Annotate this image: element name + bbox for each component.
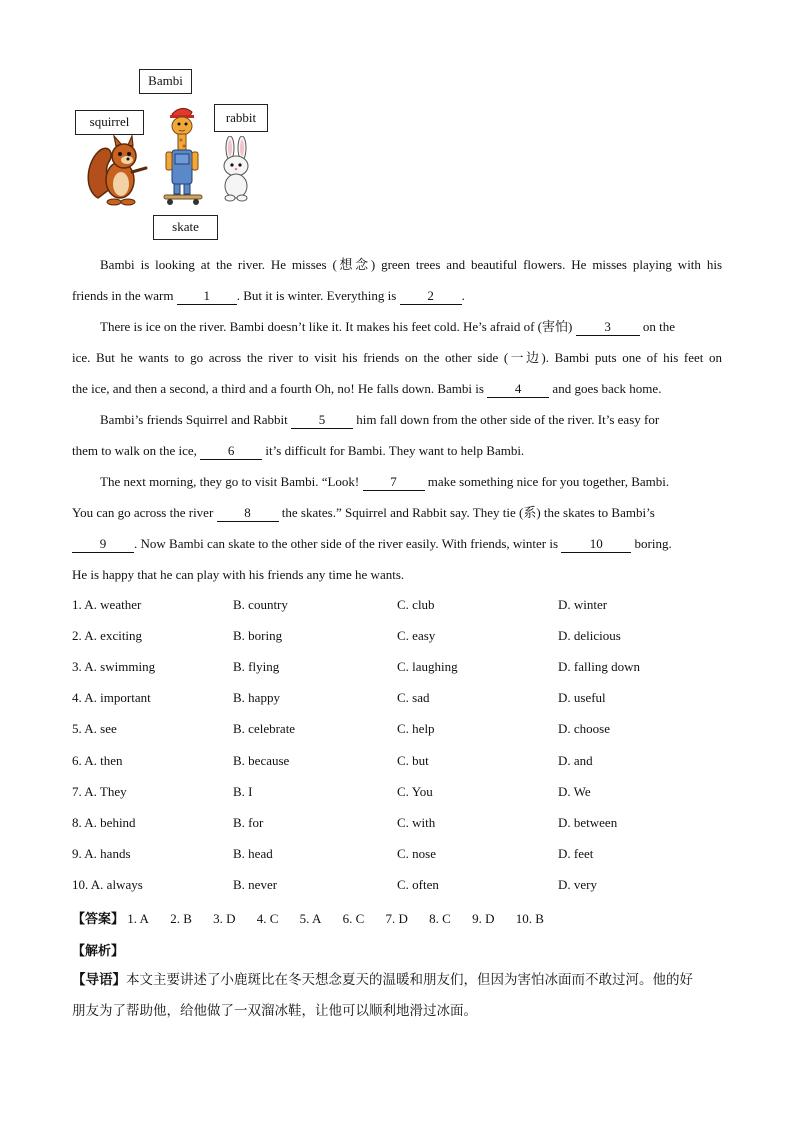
passage-text: the ice, and then a second, a third and a fourth Oh, no! He falls down. Bambi is bbox=[72, 381, 484, 396]
option-c[interactable]: C. club bbox=[397, 597, 435, 612]
passage-paragraph-3 bbox=[72, 404, 722, 466]
passage-text: on the bbox=[642, 319, 675, 334]
option-c[interactable]: C. easy bbox=[397, 628, 436, 643]
option-b[interactable]: B. happy bbox=[233, 690, 280, 705]
option-b[interactable]: B. celebrate bbox=[233, 721, 296, 736]
answer-item: 1. A bbox=[127, 911, 149, 926]
passage-text: them to walk on the ice, bbox=[72, 443, 197, 458]
analysis-intro-line-2 bbox=[72, 996, 732, 1027]
option-a[interactable]: 5. A. see bbox=[72, 721, 117, 736]
question-row-4 bbox=[72, 690, 732, 721]
question-row-2 bbox=[72, 628, 732, 659]
answer-item: 8. C bbox=[429, 911, 451, 926]
passage-text: ice. But he wants to go across the river to visit his friends on the other side (一边). Bambi puts one of his feet on bbox=[72, 350, 722, 365]
option-b[interactable]: B. country bbox=[233, 597, 288, 612]
option-c[interactable]: C. often bbox=[397, 877, 439, 892]
passage-line bbox=[72, 342, 722, 373]
option-a[interactable]: 4. A. important bbox=[72, 690, 151, 705]
option-a[interactable]: 10. A. always bbox=[72, 877, 143, 892]
answer-item: 9. D bbox=[472, 911, 495, 926]
option-c[interactable]: C. sad bbox=[397, 690, 430, 705]
passage-line bbox=[72, 559, 722, 590]
passage-text: . But it is winter. Everything is bbox=[236, 288, 397, 303]
option-c[interactable]: C. laughing bbox=[397, 659, 458, 674]
answer-line bbox=[72, 908, 562, 927]
passage-text: He is happy that he can play with his friends any time he wants. bbox=[72, 567, 405, 582]
passage-line bbox=[72, 311, 722, 342]
option-d[interactable]: D. delicious bbox=[558, 628, 621, 643]
blank-6: 6 bbox=[200, 443, 262, 460]
option-a[interactable]: 1. A. weather bbox=[72, 597, 142, 612]
answer-tag: 【答案】 bbox=[72, 912, 125, 927]
option-b[interactable]: B. flying bbox=[233, 659, 280, 674]
answer-item: 5. A bbox=[299, 911, 322, 926]
answer-item: 3. D bbox=[213, 911, 236, 926]
passage-text: The next morning, they go to visit Bambi. “Look! bbox=[100, 474, 360, 489]
option-d[interactable]: D. choose bbox=[558, 721, 610, 736]
passage-text: You can go across the river bbox=[72, 505, 214, 520]
blank-3: 3 bbox=[576, 319, 640, 336]
passage-text: There is ice on the river. Bambi doesn’t like it. It makes his feet cold. He’s afraid of (害怕) bbox=[100, 319, 573, 334]
analysis-tag-text: 【解析】 bbox=[72, 944, 125, 959]
blank-8: 8 bbox=[217, 505, 279, 522]
question-row-9 bbox=[72, 846, 732, 877]
question-row-10 bbox=[72, 877, 732, 908]
passage-line bbox=[72, 249, 722, 280]
passage-text: . Now Bambi can skate to the other side of the river easily. With friends, winter is bbox=[134, 536, 559, 551]
analysis-tag bbox=[72, 940, 124, 959]
passage-paragraph-4 bbox=[72, 466, 722, 590]
option-c[interactable]: C. help bbox=[397, 721, 435, 736]
passage-text: . bbox=[461, 288, 465, 303]
passage-line bbox=[72, 497, 722, 528]
option-c[interactable]: C. but bbox=[397, 753, 429, 768]
passage-line bbox=[72, 373, 722, 404]
blank-9: 9 bbox=[72, 536, 134, 553]
answer-item: 10. B bbox=[515, 911, 544, 926]
question-row-5 bbox=[72, 721, 732, 752]
passage-line bbox=[72, 280, 722, 311]
giraffe-bambi-image bbox=[160, 104, 206, 206]
option-d[interactable]: D. very bbox=[558, 877, 597, 892]
passage-text: it’s difficult for Bambi. They want to help Bambi. bbox=[265, 443, 525, 458]
option-b[interactable]: B. head bbox=[233, 846, 273, 861]
option-a[interactable]: 7. A. They bbox=[72, 784, 127, 799]
option-a[interactable]: 9. A. hands bbox=[72, 846, 131, 861]
label-skate: skate bbox=[153, 215, 218, 240]
blank-4: 4 bbox=[487, 381, 549, 398]
passage-text: friends in the warm bbox=[72, 288, 174, 303]
question-row-1 bbox=[72, 597, 732, 628]
answer-item: 7. D bbox=[385, 911, 408, 926]
label-bambi: Bambi bbox=[139, 69, 192, 94]
option-d[interactable]: D. between bbox=[558, 815, 618, 830]
passage-line bbox=[72, 466, 722, 497]
blank-1: 1 bbox=[177, 288, 237, 305]
passage-text: make something nice for you together, Bambi. bbox=[427, 474, 670, 489]
passage-text: and goes back home. bbox=[552, 381, 662, 396]
analysis-intro-line-1 bbox=[72, 965, 732, 996]
intro-text: 朋友为了帮助他，给他做了一双溜冰鞋，让他可以顺利地滑过冰面。 bbox=[72, 1003, 477, 1019]
option-d[interactable]: D. falling down bbox=[558, 659, 640, 674]
option-c[interactable]: C. You bbox=[397, 784, 433, 799]
passage-line bbox=[72, 528, 722, 559]
blank-2: 2 bbox=[400, 288, 462, 305]
intro-tag: 【导语】 bbox=[72, 972, 126, 988]
question-row-3 bbox=[72, 659, 732, 690]
label-rabbit: rabbit bbox=[214, 104, 268, 132]
passage-text: the skates.” Squirrel and Rabbit say. They tie (系) the skates to Bambi’s bbox=[281, 505, 655, 520]
option-d[interactable]: D. feet bbox=[558, 846, 594, 861]
passage-paragraph-1 bbox=[72, 249, 722, 311]
option-d[interactable]: D. and bbox=[558, 753, 593, 768]
option-b[interactable]: B. boring bbox=[233, 628, 283, 643]
option-c[interactable]: C. nose bbox=[397, 846, 436, 861]
passage-paragraph-2 bbox=[72, 311, 722, 404]
blank-7: 7 bbox=[363, 474, 425, 491]
blank-10: 10 bbox=[561, 536, 631, 553]
intro-text: 本文主要讲述了小鹿斑比在冬天想念夏天的温暖和朋友们，但因为害怕冰面而不敢过河。他的好 bbox=[126, 972, 693, 988]
option-b[interactable]: B. I bbox=[233, 784, 253, 799]
option-d[interactable]: D. We bbox=[558, 784, 591, 799]
passage-text: him fall down from the other side of the river. It’s easy for bbox=[356, 412, 660, 427]
option-a[interactable]: 2. A. exciting bbox=[72, 628, 143, 643]
option-c[interactable]: C. with bbox=[397, 815, 436, 830]
question-row-6 bbox=[72, 753, 732, 784]
option-a[interactable]: 3. A. swimming bbox=[72, 659, 156, 674]
passage-text: Bambi is looking at the river. He misses (想念) green trees and beautiful flowers. He misses playing with his bbox=[100, 257, 722, 272]
answer-item: 4. C bbox=[256, 911, 279, 926]
passage-line bbox=[72, 435, 722, 466]
answer-item: 2. B bbox=[170, 911, 192, 926]
option-b[interactable]: B. never bbox=[233, 877, 278, 892]
blank-5: 5 bbox=[291, 412, 353, 429]
answer-item: 6. C bbox=[342, 911, 365, 926]
analysis-intro bbox=[72, 965, 732, 1027]
option-a[interactable]: 6. A. then bbox=[72, 753, 123, 768]
option-d[interactable]: D. winter bbox=[558, 597, 608, 612]
rabbit-image bbox=[216, 136, 256, 202]
label-squirrel: squirrel bbox=[75, 110, 144, 135]
squirrel-image bbox=[84, 134, 150, 206]
option-b[interactable]: B. because bbox=[233, 753, 290, 768]
option-d[interactable]: D. useful bbox=[558, 690, 606, 705]
passage-text: Bambi’s friends Squirrel and Rabbit bbox=[100, 412, 288, 427]
option-b[interactable]: B. for bbox=[233, 815, 264, 830]
option-a[interactable]: 8. A. behind bbox=[72, 815, 136, 830]
passage-text: boring. bbox=[634, 536, 672, 551]
passage-line bbox=[72, 404, 722, 435]
question-row-7 bbox=[72, 784, 732, 815]
question-row-8 bbox=[72, 815, 732, 846]
